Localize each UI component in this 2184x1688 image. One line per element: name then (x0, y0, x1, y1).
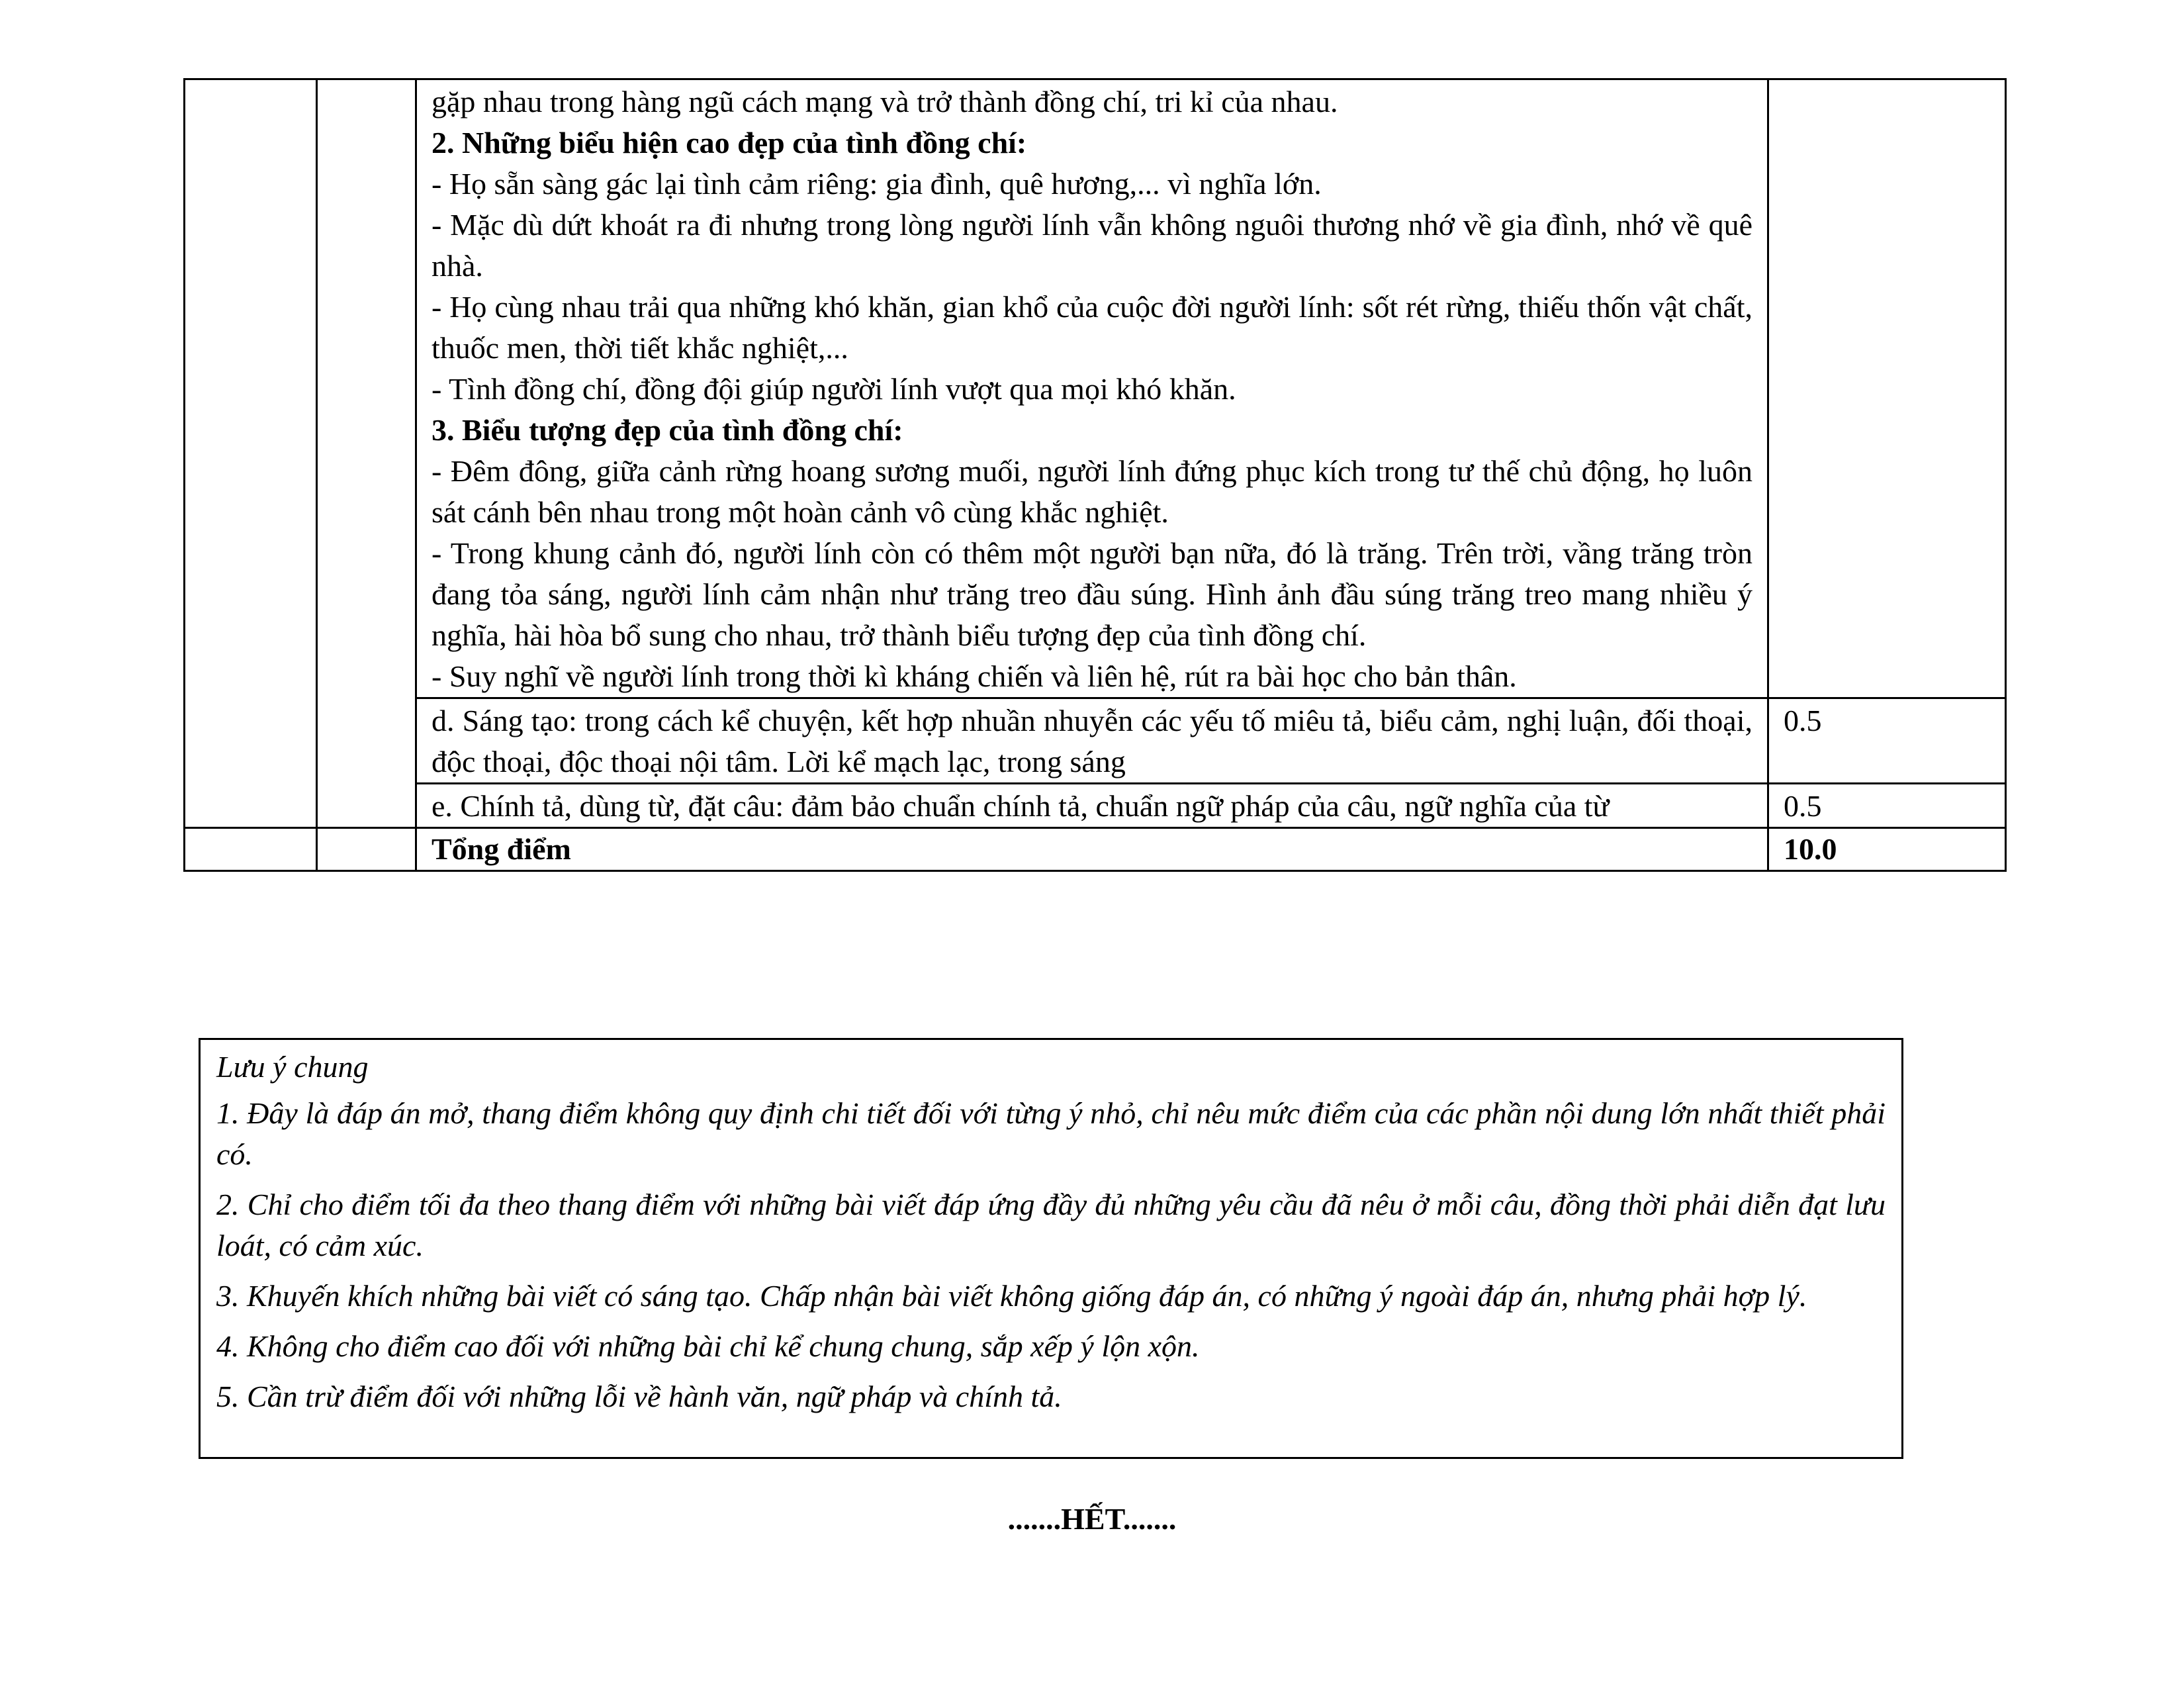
content-line: - Tình đồng chí, đồng đội giúp người lính vượt qua mọi khó khăn. (432, 372, 1236, 406)
content-line: - Suy nghĩ về người lính trong thời kì kháng chiến và liên hệ, rút ra bài học cho bản thân. (432, 659, 1517, 693)
table-row (185, 784, 2006, 828)
content-line: - Mặc dù dứt khoát ra đi nhưng trong lòng người lính vẫn không nguôi thương nhớ về gia đình, nhớ về quê nhà. (432, 208, 1752, 283)
content-line: - Trong khung cảnh đó, người lính còn có thêm một người bạn nữa, đó là trăng. Trên trời, vầng trăng tròn đang tỏa sáng, người lính cảm nhận như trăng treo đầu súng. Hình ảnh đầu súng trăng treo mang nhiều ý nghĩa, hài hòa bổ sung cho nhau, trở thành biểu tượng đẹp của tình đồng chí. (432, 536, 1752, 652)
section-heading: 2. Những biểu hiện cao đẹp của tình đồng chí: (432, 126, 1027, 160)
note-item: 2. Chỉ cho điểm tối đa theo thang điểm với những bài viết đáp ứng đầy đủ những yêu cầu đã nêu ở mỗi câu, đồng thời phải diễn đạt lưu loát, có cảm xúc. (216, 1188, 1886, 1262)
total-blank-cell (317, 828, 416, 871)
notes-title: Lưu ý chung (216, 1050, 369, 1084)
note-item: 4. Không cho điểm cao đối với những bài chỉ kể chung chung, sắp xếp ý lộn xộn. (216, 1329, 1200, 1363)
total-row (185, 828, 2006, 871)
creativity-criterion: d. Sáng tạo: trong cách kể chuyện, kết hợp nhuần nhuyễn các yếu tố miêu tả, biểu cảm, nghị luận, đối thoại, độc thoại, độc thoại nội tâm. Lời kể mạch lạc, trong sáng (416, 698, 1768, 784)
part-cell (317, 79, 416, 828)
general-notes-box (199, 1038, 1903, 1459)
note-item: 3. Khuyến khích những bài viết có sáng tạo. Chấp nhận bài viết không giống đáp án, có những ý ngoài đáp án, nhưng phải hợp lý. (216, 1279, 1807, 1313)
note-item: 1. Đây là đáp án mở, thang điểm không quy định chi tiết đối với từng ý nhỏ, chỉ nêu mức điểm của các phần nội dung lớn nhất thiết phải có. (216, 1096, 1886, 1171)
spelling-criterion: e. Chính tả, dùng từ, đặt câu: đảm bảo chuẩn chính tả, chuẩn ngữ pháp của câu, ngữ nghĩa của từ (416, 784, 1768, 828)
end-mark: .......HẾT....... (1007, 1502, 1177, 1536)
total-score: 10.0 (1768, 828, 2006, 871)
content-line: - Họ cùng nhau trải qua những khó khăn, gian khổ của cuộc đời người lính: sốt rét rừng, thiếu thốn vật chất, thuốc men, thời tiết khắc nghiệt,... (432, 290, 1752, 365)
table-row (185, 79, 2006, 698)
question-cell (185, 79, 317, 828)
content-line: - Đêm đông, giữa cảnh rừng hoang sương muối, người lính đứng phục kích trong tư thế chủ động, họ luôn sát cánh bên nhau trong một hoàn cảnh vô cùng khắc nghiệt. (432, 454, 1752, 529)
note-item: 5. Cần trừ điểm đối với những lỗi về hành văn, ngữ pháp và chính tả. (216, 1380, 1062, 1413)
main-content-cell (416, 79, 1768, 698)
scoring-table (183, 78, 2007, 872)
total-blank-cell (185, 828, 317, 871)
content-line: - Họ sẵn sàng gác lại tình cảm riêng: gia đình, quê hương,... vì nghĩa lớn. (432, 167, 1322, 201)
content-line: gặp nhau trong hàng ngũ cách mạng và trở thành đồng chí, tri kỉ của nhau. (432, 85, 1338, 118)
creativity-score: 0.5 (1768, 698, 2006, 784)
spelling-score: 0.5 (1768, 784, 2006, 828)
total-label: Tổng điểm (416, 828, 1768, 871)
section-heading: 3. Biểu tượng đẹp của tình đồng chí: (432, 413, 903, 447)
score-cell (1768, 79, 2006, 698)
table-row (185, 698, 2006, 784)
